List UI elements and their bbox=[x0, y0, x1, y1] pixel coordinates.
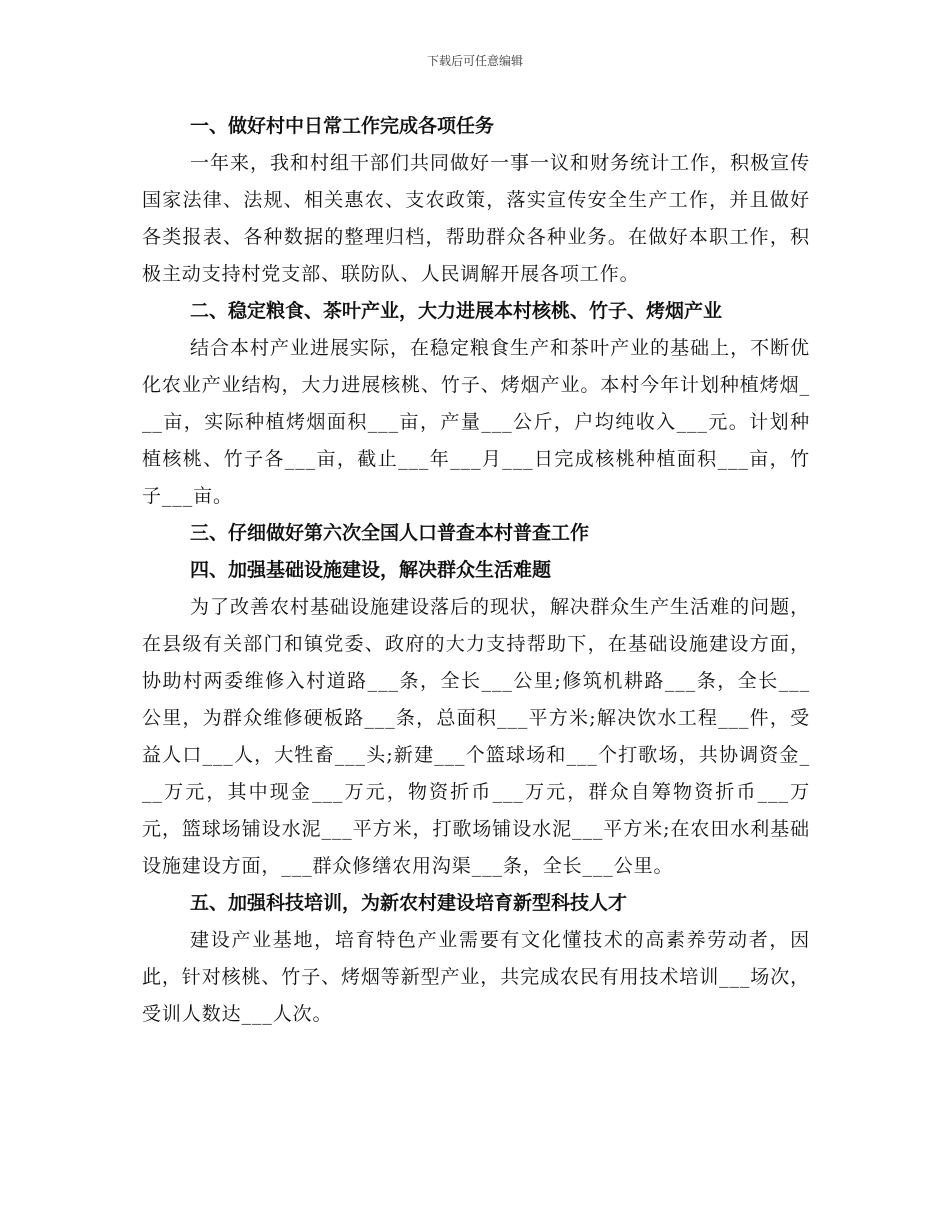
section-paragraph-1: 一年来，我和村组干部们共同做好一事一议和财务统计工作，积极宣传国家法律、法规、相关惠农、支农政策，落实宣传安全生产工作，并且做好各类报表、各种数据的整理归档，帮助群众各种业务。在做好本职工作，积极主动支持村党支部、联防队、人民调解开展各项工作。 bbox=[142, 152, 810, 285]
document-body bbox=[142, 108, 810, 1033]
page-header: 下载后可任意编辑 bbox=[426, 54, 523, 68]
section-paragraph-2: 结合本村产业进展实际，在稳定粮食生产和茶叶产业的基础上，不断优化农业产业结构，大力进展核桃、竹子、烤烟产业。本村今年计划种植烤烟___亩，实际种植烤烟面积___亩，产量___公斤，户均纯收入___元。计划种植核桃、竹子各___亩，截止___年___月___日完成核桃种植面积___亩，竹子___亩。 bbox=[142, 337, 810, 507]
section-paragraph-5: 建设产业基地，培育特色产业需要有文化懂技术的高素养劳动者，因此，针对核桃、竹子、烤烟等新型产业，共完成农民有用技术培训___场次，受训人数达___人次。 bbox=[142, 929, 811, 1025]
section-heading-5: 五、加强科技培训，为新农村建设培育新型科技人才 bbox=[190, 892, 628, 914]
section-heading-4: 四、加强基础设施建设，解决群众生活难题 bbox=[190, 559, 552, 581]
section-heading-1: 一、做好村中日常工作完成各项任务 bbox=[190, 115, 495, 137]
section-heading-3: 三、仔细做好第六次全国人口普查本村普查工作 bbox=[190, 522, 590, 544]
section-heading-2: 二、稳定粮食、茶叶产业，大力进展本村核桃、竹子、烤烟产业 bbox=[190, 300, 723, 322]
section-paragraph-4: 为了改善农村基础设施建设落后的现状，解决群众生产生活难的问题，在县级有关部门和镇党委、政府的大力支持帮助下，在基础设施建设方面，协助村两委维修入村道路___条，全长___公里;修筑机耕路___条，全长___公里，为群众维修硬板路___条，总面积___平方米;解决饮水工程___件，受益人口___人，大牲畜___头;新建___个篮球场和___个打歌场，共协调资金___万元，其中现金___万元，物资折币___万元，群众自筹物资折币___万元，篮球场铺设水泥___平方米，打歌场铺设水泥___平方米;在农田水利基础设施建设方面，___群众修缮农用沟渠___条，全长___公里。 bbox=[142, 596, 810, 877]
